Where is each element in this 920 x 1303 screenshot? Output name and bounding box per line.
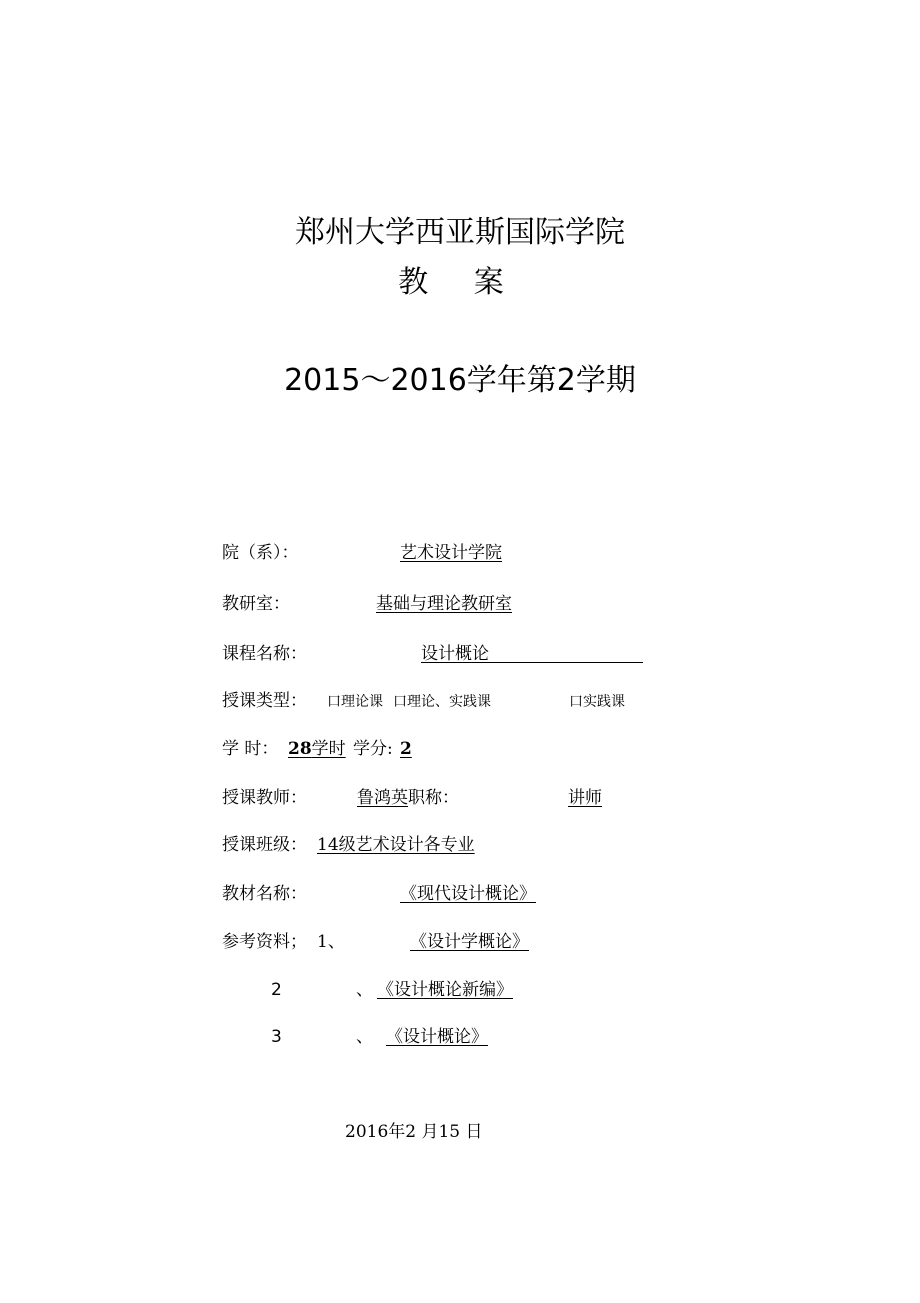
course-type-option-theory-practice[interactable]: 口理论、实践课 (393, 694, 491, 710)
hours-value-group (288, 741, 346, 758)
teacher-value: 鲁鸿英 (357, 788, 408, 808)
credit-value: 2 (400, 739, 412, 759)
reference-2-separator: 、 (356, 980, 373, 1000)
course-type-label: 授课类型： (222, 691, 307, 711)
department-value: 艺术设计学院 (400, 543, 502, 563)
reference-1-number: 1、 (317, 932, 345, 952)
reference-3-number: 3 (271, 1027, 282, 1047)
course-underline (421, 662, 643, 663)
reference-3-separator: 、 (356, 1027, 373, 1047)
document-date: 2016年2 月15 日 (345, 1122, 483, 1142)
school-name: 郑州大学西亚斯国际学院 (295, 215, 625, 250)
classes-label: 授课班级： (222, 835, 307, 855)
textbook-label: 教材名称： (222, 884, 307, 904)
references-label: 参考资料； (222, 932, 307, 952)
credit-label: 学分: (353, 739, 393, 759)
academic-term: 2015～2016学年第2学期 (284, 363, 636, 398)
course-type-option-theory[interactable]: 口理论课 (327, 694, 383, 710)
hours-unit: 学时 (311, 739, 346, 759)
course-value: 设计概论 (421, 644, 489, 664)
teacher-title-label: 职称： (408, 788, 459, 808)
office-label: 教研室： (222, 594, 290, 614)
textbook-value: 《现代设计概论》 (400, 884, 536, 904)
reference-2-number: 2 (271, 980, 282, 1000)
reference-2-title: 《设计概论新编》 (377, 980, 513, 1000)
reference-1-title: 《设计学概论》 (410, 932, 529, 952)
teacher-label: 授课教师： (222, 788, 307, 808)
hours-label: 学 时： (222, 739, 279, 759)
course-type-option-practice[interactable]: 口实践课 (569, 694, 625, 710)
reference-3-title: 《设计概论》 (386, 1027, 488, 1047)
course-label: 课程名称： (222, 644, 307, 664)
teacher-title-value: 讲师 (568, 788, 602, 808)
hours-value: 28 (288, 739, 312, 759)
document-type: 教 案 (398, 265, 522, 300)
office-value: 基础与理论教研室 (376, 594, 512, 614)
department-label: 院（系）： (222, 543, 299, 563)
classes-value: 14级艺术设计各专业 (317, 835, 475, 855)
